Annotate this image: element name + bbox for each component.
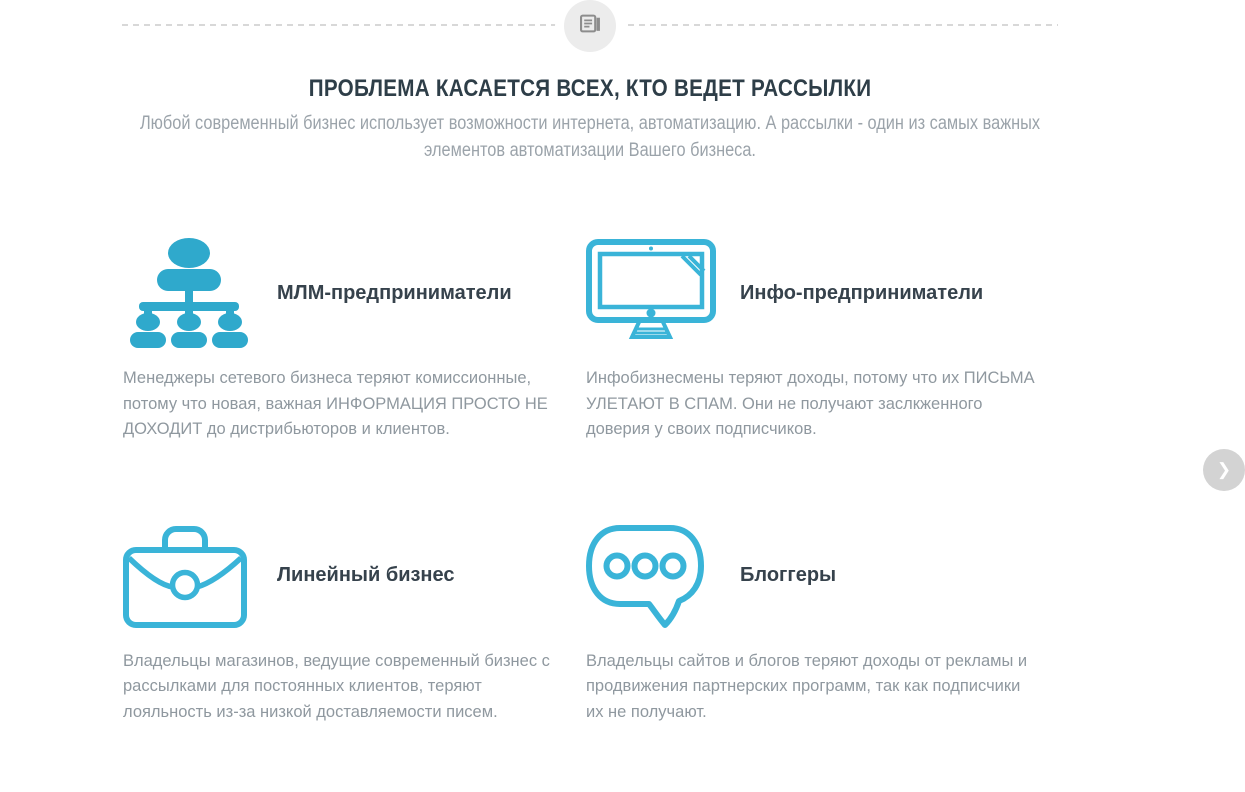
feature-head [586, 238, 1041, 348]
feature-title: Блоггеры [740, 564, 837, 586]
features-grid [123, 238, 1060, 725]
feature-bloggers [586, 521, 1041, 726]
speech-bubble-icon [586, 525, 740, 627]
feature-description: Инфобизнесмены теряют доходы, потому что их ПИСЬМА УЛЕТАЮТ В СПАМ. Они не получают заслкженного доверия у своих подписчиков. [586, 369, 1035, 438]
section-divider [120, 0, 1060, 52]
feature-title: Линейный бизнес [277, 564, 455, 586]
problem-section [120, 0, 1060, 725]
carousel-next-button[interactable] [1203, 449, 1245, 491]
feature-mlm [123, 238, 560, 443]
section-badge [564, 0, 616, 52]
feature-title: Инфо-предприниматели [740, 281, 984, 304]
feature-description: Менеджеры сетевого бизнеса теряют комиссионные, потому что новая, важная ИНФОРМАЦИЯ ПРОСТО НЕ ДОХОДИТ до дистрибьюторов и клиентов. [123, 369, 548, 438]
org-chart-icon [123, 238, 277, 348]
section-title: ПРОБЛЕМА КАСАЕТСЯ ВСЕХ, КТО ВЕДЕТ РАССЫЛКИ [308, 75, 872, 102]
feature-info [586, 238, 1041, 443]
feature-description: Владельцы магазинов, ведущие современный бизнес с рассылками для постоянных клиентов, теряют лояльность из-за низкой доставляемости писем. [123, 651, 550, 721]
feature-head [586, 521, 1041, 631]
chevron-right-icon: ❯ [1216, 460, 1232, 479]
monitor-icon [586, 239, 740, 347]
news-icon [580, 14, 601, 38]
briefcase-icon [123, 524, 277, 628]
feature-linear-business [123, 521, 560, 726]
feature-head [123, 238, 560, 348]
feature-title: МЛМ-предприниматели [277, 281, 512, 304]
feature-description: Владельцы сайтов и блогов теряют доходы от рекламы и продвижения партнерских программ, так как подписчики их не получают. [586, 651, 1028, 721]
section-subtitle: Любой современный бизнес использует возможности интернета, автоматизацию. А рассылки - один из самых важных элементов автоматизации Вашего бизнеса. [139, 113, 1041, 161]
feature-head [123, 521, 560, 631]
